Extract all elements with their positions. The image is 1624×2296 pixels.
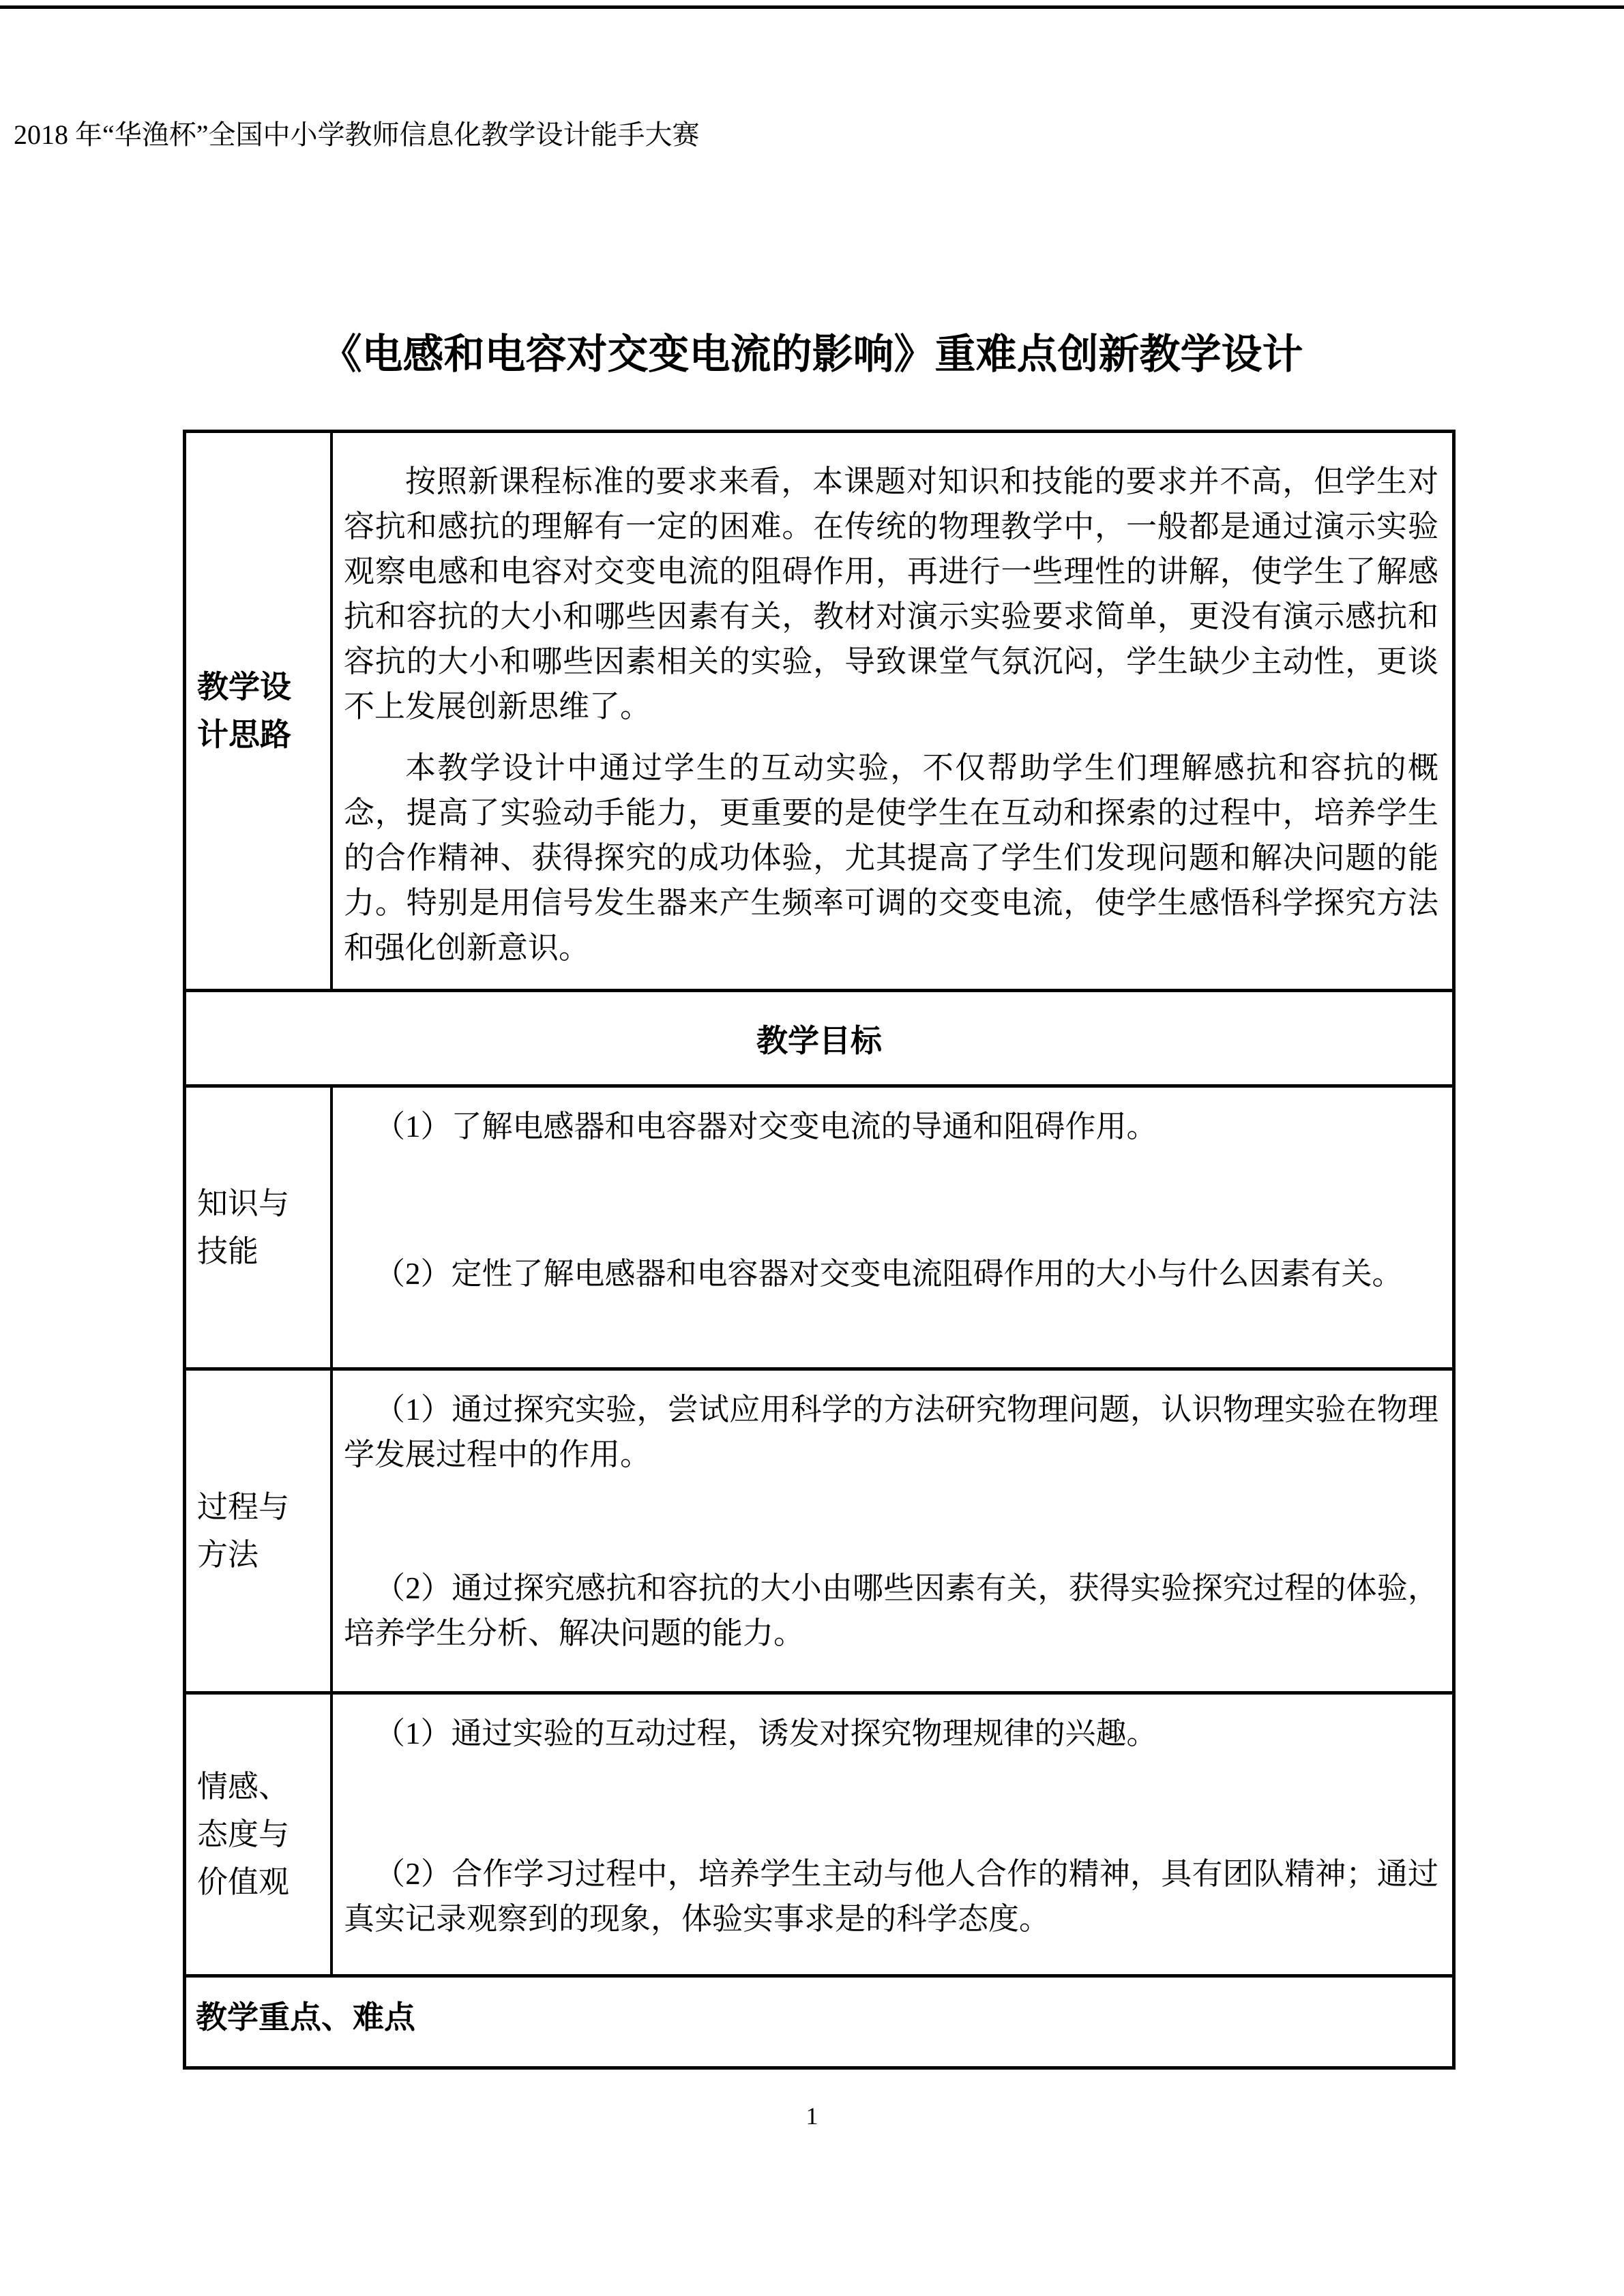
row-content-cell — [333, 1695, 1452, 1974]
process-methods-item-2: （2）通过探究感抗和容抗的大小由哪些因素有关，获得实验探究过程的体验，培养学生分析、解决问题的能力。 — [344, 1571, 1438, 1650]
design-approach-paragraph-1: 按照新课程标准的要求来看，本课题对知识和技能的要求并不高，但学生对容抗和感抗的理解有一定的困难。在传统的物理教学中，一般都是通过演示实验观察电感和电容对交变电流的阻碍作用，再进行一些理性的讲解，使学生了解感抗和容抗的大小和哪些因素有关，教材对演示实验要求简单，更没有演示感抗和容抗的大小和哪些因素相关的实验，导致课堂气氛沉闷，学生缺少主动性，更谈不上发展创新思维了。 — [344, 464, 1438, 724]
key-difficult-points-label: 教学重点、难点 — [196, 2000, 415, 2035]
emotion-values-item-2: （2）合作学习过程中，培养学生主动与他人合作的精神，具有团队精神；通过真实记录观察到的现象，体验实事求是的科学态度。 — [344, 1857, 1438, 1936]
objectives-header-label: 教学目标 — [756, 1023, 882, 1058]
table-row-knowledge-skills — [186, 1084, 1452, 1367]
design-approach-paragraph-2: 本教学设计中通过学生的互动实验，不仅帮助学生们理解感抗和容抗的概念，提高了实验动手能力，更重要的是使学生在互动和探索的过程中，培养学生的合作精神、获得探究的成功体验，尤其提高了学生们发现问题和解决问题的能力。特别是用信号发生器来产生频率可调的交变电流，使学生感悟科学探究方法和强化创新意识。 — [344, 751, 1438, 965]
row-label-cell — [186, 1371, 333, 1691]
table-row-process-methods — [186, 1367, 1452, 1691]
knowledge-skills-item-2: （2）定性了解电感器和电容器对交变电流阻碍作用的大小与什么因素有关。 — [374, 1257, 1403, 1291]
emotion-values-item-1: （1）通过实验的互动过程，诱发对探究物理规律的兴趣。 — [374, 1716, 1157, 1750]
row-label-design-approach: 教学设计思路 — [197, 669, 291, 752]
row-label-cell — [186, 1695, 333, 1974]
document-header: 2018 年“华渔杯”全国中小学教师信息化教学设计能手大赛 — [14, 119, 700, 150]
process-methods-item-1: （1）通过探究实验，尝试应用科学的方法研究物理问题，认识物理实验在物理学发展过程中的作用。 — [344, 1392, 1438, 1472]
row-label-cell — [186, 433, 333, 989]
table-row-objectives-header — [186, 989, 1452, 1084]
page-number: 1 — [806, 2102, 818, 2130]
page-title: 《电感和电容对交变电流的影响》重难点创新教学设计 — [321, 332, 1303, 377]
page-top-rule — [0, 5, 1624, 9]
row-label-process-methods: 过程与方法 — [197, 1490, 290, 1572]
row-content-cell — [333, 433, 1452, 989]
teaching-design-table — [183, 430, 1456, 2070]
row-label-emotion-attitude-values: 情感、态度与价值观 — [197, 1770, 290, 1899]
row-label-cell — [186, 1088, 333, 1367]
row-content-cell — [333, 1371, 1452, 1691]
table-row-key-difficult-points — [186, 1974, 1452, 2066]
row-label-knowledge-skills: 知识与技能 — [197, 1187, 290, 1268]
row-content-cell — [333, 1088, 1452, 1367]
table-row-emotion-attitude-values — [186, 1691, 1452, 1974]
knowledge-skills-item-1: （1）了解电感器和电容器对交变电流的导通和阻碍作用。 — [374, 1109, 1157, 1144]
table-row-design-approach — [186, 433, 1452, 989]
